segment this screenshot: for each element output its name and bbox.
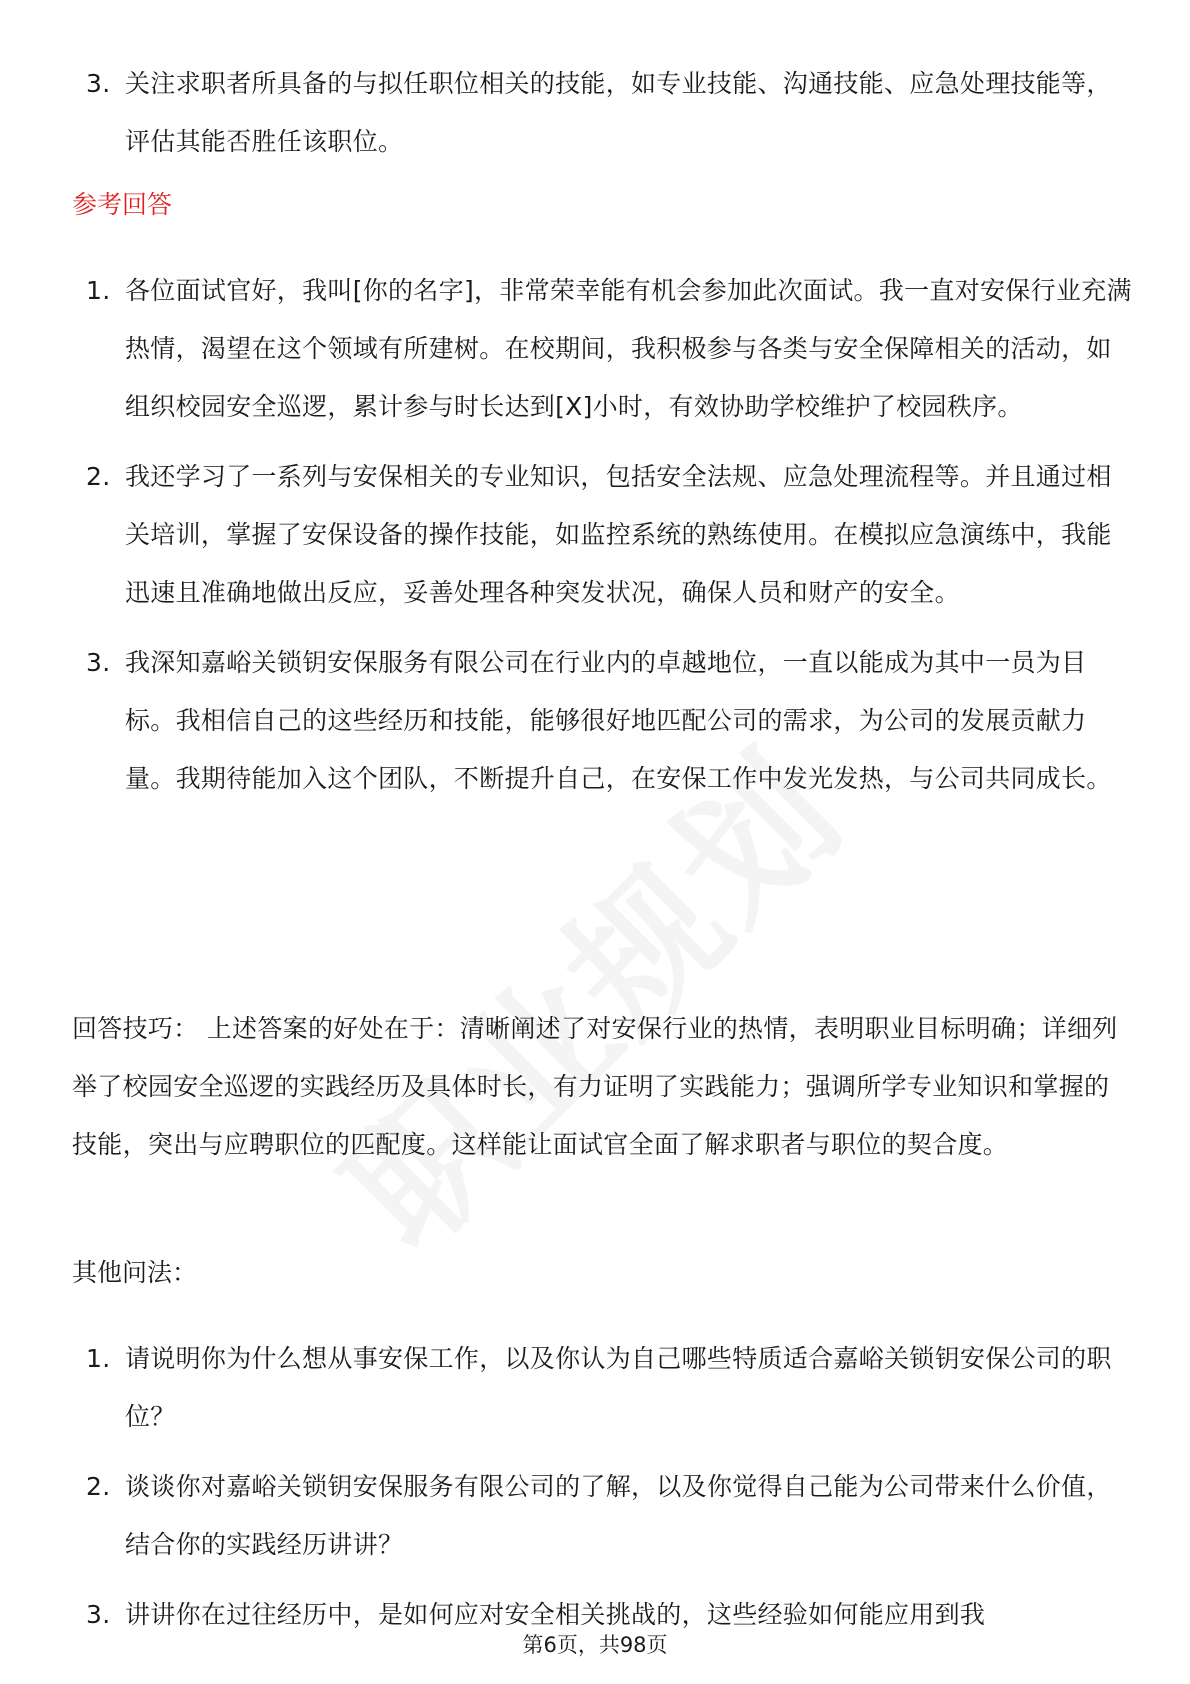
item-text: 讲讲你在过往经历中，是如何应对安全相关挑战的，这些经验如何能应用到我 <box>125 1600 986 1629</box>
item-number: 2. <box>86 462 111 491</box>
other-questions-heading: 其他问法： <box>72 1258 198 1287</box>
answer-tips-paragraph: 回答技巧： 上述答案的好处在于：清晰阐述了对安保行业的热情，表明职业目标明确；详细列举了校园安全巡逻的实践经历及具体时长，有力证明了实践能力；强调所学专业知识和掌握的技能，突出与应聘职位的匹配度。这样能让面试官全面了解求职者与职位的契合度。 <box>72 1014 1118 1159</box>
list-item <box>72 634 1132 808</box>
reference-answer-list <box>72 262 1132 808</box>
list-item <box>72 1330 1132 1446</box>
list-item <box>72 55 1132 171</box>
item-number: 3. <box>86 69 111 98</box>
item-text: 请说明你为什么想从事安保工作，以及你认为自己哪些特质适合嘉峪关锁钥安保公司的职位？ <box>125 1344 1112 1431</box>
item-text: 谈谈你对嘉峪关锁钥安保服务有限公司的了解，以及你觉得自己能为公司带来什么价值，结合你的实践经历讲讲？ <box>125 1472 1112 1559</box>
list-item <box>72 1458 1132 1574</box>
top-list <box>72 55 1132 171</box>
item-text: 关注求职者所具备的与拟任职位相关的技能，如专业技能、沟通技能、应急处理技能等，评估其能否胜任该职位。 <box>125 69 1112 156</box>
item-number: 3. <box>86 1600 111 1629</box>
item-number: 2. <box>86 1472 111 1501</box>
list-item <box>72 262 1132 436</box>
item-number: 3. <box>86 648 111 677</box>
reference-heading: 参考回答 <box>72 190 173 219</box>
other-questions-list <box>72 1330 1132 1644</box>
item-number: 1. <box>86 1344 111 1373</box>
page-number-footer: 第6页，共98页 <box>522 1633 668 1657</box>
item-text: 各位面试官好，我叫[你的名字]，非常荣幸能有机会参加此次面试。我一直对安保行业充满热情，渴望在这个领域有所建树。在校期间，我积极参与各类与安全保障相关的活动，如组织校园安全巡逻，累计参与时长达到[X]小时，有效协助学校维护了校园秩序。 <box>125 276 1132 421</box>
item-text: 我深知嘉峪关锁钥安保服务有限公司在行业内的卓越地位，一直以能成为其中一员为目标。我相信自己的这些经历和技能，能够很好地匹配公司的需求，为公司的发展贡献力量。我期待能加入这个团队，不断提升自己，在安保工作中发光发热，与公司共同成长。 <box>125 648 1112 793</box>
item-text: 我还学习了一系列与安保相关的专业知识，包括安全法规、应急处理流程等。并且通过相关培训，掌握了安保设备的操作技能，如监控系统的熟练使用。在模拟应急演练中，我能迅速且准确地做出反应，妥善处理各种突发状况，确保人员和财产的安全。 <box>125 462 1112 607</box>
list-item <box>72 448 1132 622</box>
item-number: 1. <box>86 276 111 305</box>
